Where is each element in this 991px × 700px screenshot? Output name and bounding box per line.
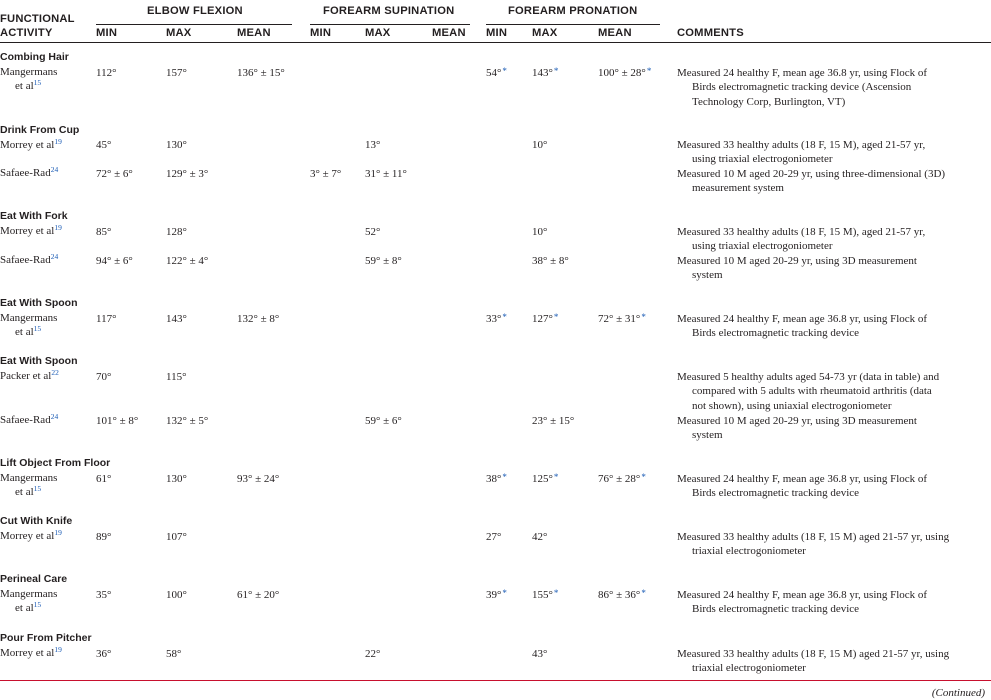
study-name — [0, 224, 62, 238]
value-text: 54° — [486, 67, 502, 79]
fp-min-value — [486, 66, 507, 80]
study-name — [15, 485, 41, 499]
fp-max-value — [532, 66, 558, 80]
ef-mean-value: 136° ± 15° — [237, 67, 285, 79]
fp-max-value: 42° — [532, 531, 548, 543]
header-ef-min: MIN — [96, 27, 118, 39]
header-elbow-flexion: ELBOW FLEXION — [147, 5, 243, 17]
ef-max-value: 107° — [166, 531, 187, 543]
comment-cell — [677, 588, 991, 617]
section-title: Lift Object From Floor — [0, 457, 111, 469]
ef-min-value: 35° — [96, 589, 112, 601]
reference-link[interactable]: 24 — [50, 165, 59, 174]
fp-max-value: 43° — [532, 648, 548, 660]
ef-max-value: 143° — [166, 313, 187, 325]
table-bottom-rule — [0, 680, 991, 681]
value-text: 38° — [486, 473, 502, 485]
study-name — [15, 325, 41, 339]
study-name-line: Safaee-Rad — [0, 414, 51, 426]
header-fs-max: MAX — [365, 27, 391, 39]
ef-min-value: 45° — [96, 139, 112, 151]
comment-cell — [677, 254, 991, 283]
header-group-rule-pronation — [486, 24, 660, 25]
fp-mean-value — [598, 312, 646, 326]
comment-line: Measured 24 healthy F, mean age 36.8 yr, using Flock of — [677, 589, 928, 601]
fp-min-value: 27° — [486, 531, 502, 543]
continued-note: (Continued) — [931, 687, 985, 699]
comment-line: compared with 5 adults with rheumatoid arthritis (data — [692, 385, 932, 398]
comment-line: Measured 33 healthy adults (18 F, 15 M), aged 21-57 yr, — [677, 226, 926, 238]
header-functional-activity-line1: FUNCTIONAL — [0, 13, 75, 25]
header-group-rule-supination — [310, 24, 470, 25]
ef-max-value: 132° ± 5° — [166, 415, 209, 427]
study-name-line: Safaee-Rad — [0, 254, 51, 266]
comment-cell — [677, 167, 991, 196]
value-text: 39° — [486, 589, 502, 601]
fp-mean-value — [598, 588, 646, 602]
comment-line: Measured 33 healthy adults (18 F, 15 M) aged 21-57 yr, using — [677, 648, 950, 660]
comment-line: Measured 5 healthy adults aged 54-73 yr (data in table) and — [677, 371, 940, 383]
comment-line: Birds electromagnetic tracking device — [692, 487, 860, 500]
fp-min-value — [486, 312, 507, 326]
fp-min-value — [486, 472, 507, 486]
value-text: 33° — [486, 313, 502, 325]
fp-max-value — [532, 472, 558, 486]
fp-max-value — [532, 588, 558, 602]
reference-link[interactable]: 24 — [50, 252, 59, 261]
comment-cell — [677, 370, 991, 413]
study-name: Mangermans — [0, 312, 58, 324]
header-functional-activity-line2: ACTIVITY — [0, 27, 53, 39]
comment-line: using triaxial electrogoniometer — [692, 153, 833, 166]
ef-min-value: 36° — [96, 648, 112, 660]
study-name-line: Morrey et al — [0, 139, 55, 151]
ef-max-value: 157° — [166, 67, 187, 79]
fs-min-value: 3° ± 7° — [310, 168, 342, 180]
comment-cell — [677, 225, 991, 254]
ef-min-value: 72° ± 6° — [96, 168, 133, 180]
asterisk-marker: * — [502, 472, 507, 482]
study-name-line: Morrey et al — [0, 530, 55, 542]
section-title: Perineal Care — [0, 573, 68, 585]
value-text: 127° — [532, 313, 553, 325]
study-name-line: Morrey et al — [0, 647, 55, 659]
study-name — [0, 529, 62, 543]
comment-line: Technology Corp, Burlington, VT) — [692, 95, 846, 108]
study-name — [0, 369, 59, 383]
study-name — [0, 646, 62, 660]
study-name-line: Packer et al — [0, 370, 52, 382]
comment-line: Measured 10 M aged 20-29 yr, using 3D measurement — [677, 255, 917, 267]
value-text: 100° ± 28° — [598, 67, 646, 79]
reference-link[interactable]: 15 — [33, 78, 42, 87]
ef-min-value: 117° — [96, 313, 117, 325]
value-text: 72° ± 31° — [598, 313, 641, 325]
comment-line: Measured 24 healthy F, mean age 36.8 yr, using Flock of — [677, 473, 928, 485]
header-comments: COMMENTS — [677, 27, 744, 39]
ef-mean-value: 93° ± 24° — [237, 473, 280, 485]
section-title: Cut With Knife — [0, 515, 73, 527]
comment-line: Measured 24 healthy F, mean age 36.8 yr, using Flock of — [677, 313, 928, 325]
fs-max-value: 22° — [365, 648, 381, 660]
fs-max-value: 13° — [365, 139, 381, 151]
asterisk-marker: * — [502, 588, 507, 598]
study-name-line: et al — [15, 80, 34, 92]
reference-link[interactable]: 15 — [33, 600, 42, 609]
comment-cell — [677, 138, 991, 167]
header-group-rule-elbow — [96, 24, 292, 25]
comment-line: measurement system — [692, 182, 784, 195]
comment-line: triaxial electrogoniometer — [692, 545, 806, 558]
fp-max-value: 23° ± 15° — [532, 415, 575, 427]
asterisk-marker: * — [553, 472, 559, 482]
value-text: 155° — [532, 589, 553, 601]
ef-max-value: 100° — [166, 589, 187, 601]
ef-max-value: 129° ± 3° — [166, 168, 209, 180]
header-ef-max: MAX — [166, 27, 192, 39]
section-title: Drink From Cup — [0, 124, 80, 136]
section-title: Combing Hair — [0, 51, 69, 63]
header-fs-min: MIN — [310, 27, 332, 39]
study-name: Mangermans — [0, 472, 58, 484]
asterisk-marker: * — [646, 66, 652, 76]
asterisk-marker: * — [553, 66, 559, 76]
ef-mean-value: 132° ± 8° — [237, 313, 280, 325]
header-forearm-pronation: FOREARM PRONATION — [508, 5, 638, 17]
comment-line: Measured 10 M aged 20-29 yr, using 3D measurement — [677, 415, 917, 427]
study-name — [0, 166, 58, 180]
comment-line: Measured 24 healthy F, mean age 36.8 yr, using Flock of — [677, 67, 928, 79]
study-name-line: et al — [15, 486, 34, 498]
fp-mean-value — [598, 66, 651, 80]
ef-mean-value: 61° ± 20° — [237, 589, 280, 601]
fp-max-value — [532, 312, 558, 326]
fp-max-value: 10° — [532, 139, 548, 151]
header-fp-min: MIN — [486, 27, 508, 39]
section-title: Pour From Pitcher — [0, 632, 92, 644]
value-text: 125° — [532, 473, 553, 485]
ef-min-value: 61° — [96, 473, 112, 485]
ef-max-value: 58° — [166, 648, 182, 660]
ef-max-value: 130° — [166, 139, 187, 151]
fp-min-value — [486, 588, 507, 602]
study-name — [15, 79, 41, 93]
reference-link[interactable]: 19 — [54, 223, 62, 232]
header-fp-mean: MEAN — [598, 27, 632, 39]
asterisk-marker: * — [553, 312, 559, 322]
study-name — [15, 601, 41, 615]
reference-link[interactable]: 15 — [33, 484, 42, 493]
ef-min-value: 101° ± 8° — [96, 415, 139, 427]
ef-max-value: 122° ± 4° — [166, 255, 209, 267]
study-name-line: Safaee-Rad — [0, 167, 51, 179]
study-name-line: et al — [15, 326, 34, 338]
asterisk-marker: * — [641, 588, 646, 598]
header-bottom-rule — [0, 42, 991, 43]
comment-line: Birds electromagnetic tracking device — [692, 603, 860, 616]
comment-line: Measured 33 healthy adults (18 F, 15 M) aged 21-57 yr, using — [677, 531, 950, 543]
asterisk-marker: * — [502, 66, 507, 76]
fs-max-value: 52° — [365, 226, 381, 238]
value-text: 86° ± 36° — [598, 589, 641, 601]
fs-max-value: 31° ± 11° — [365, 168, 407, 180]
fp-max-value: 38° ± 8° — [532, 255, 569, 267]
comment-cell — [677, 472, 991, 501]
study-name — [0, 138, 62, 152]
reference-link[interactable]: 19 — [54, 645, 62, 654]
value-text: 76° ± 28° — [598, 473, 641, 485]
asterisk-marker: * — [641, 312, 646, 322]
comment-cell — [677, 66, 991, 109]
section-title: Eat With Spoon — [0, 297, 78, 309]
comment-cell — [677, 414, 991, 443]
study-name-line: Morrey et al — [0, 225, 55, 237]
section-title: Eat With Spoon — [0, 355, 78, 367]
header-forearm-supination: FOREARM SUPINATION — [323, 5, 455, 17]
ef-min-value: 85° — [96, 226, 112, 238]
reference-link[interactable]: 22 — [51, 368, 59, 377]
reference-link[interactable]: 15 — [33, 324, 42, 333]
asterisk-marker: * — [641, 472, 646, 482]
header-ef-mean: MEAN — [237, 27, 271, 39]
comment-line: Measured 33 healthy adults (18 F, 15 M), aged 21-57 yr, — [677, 139, 926, 151]
study-name: Mangermans — [0, 66, 58, 78]
header-fs-mean: MEAN — [432, 27, 466, 39]
ef-min-value: 94° ± 6° — [96, 255, 133, 267]
reference-link[interactable]: 19 — [54, 528, 62, 537]
study-name-line: et al — [15, 602, 34, 614]
comment-line: Birds electromagnetic tracking device — [692, 327, 860, 340]
section-title: Eat With Fork — [0, 210, 68, 222]
header-fp-max: MAX — [532, 27, 558, 39]
fp-mean-value — [598, 472, 646, 486]
ef-max-value: 115° — [166, 371, 187, 383]
ef-min-value: 70° — [96, 371, 112, 383]
fs-max-value: 59° ± 6° — [365, 415, 402, 427]
reference-link[interactable]: 19 — [54, 137, 62, 146]
comment-cell — [677, 647, 991, 676]
ef-max-value: 130° — [166, 473, 187, 485]
ef-min-value: 112° — [96, 67, 117, 79]
study-name: Mangermans — [0, 588, 58, 600]
comment-line: not shown), using uniaxial electrogoniometer — [692, 399, 892, 412]
value-text: 143° — [532, 67, 553, 79]
comment-line: triaxial electrogoniometer — [692, 662, 806, 675]
fp-max-value: 10° — [532, 226, 548, 238]
study-name — [0, 413, 58, 427]
ef-min-value: 89° — [96, 531, 112, 543]
comment-line: using triaxial electrogoniometer — [692, 240, 833, 253]
comment-line: system — [692, 269, 723, 282]
comment-line: Measured 10 M aged 20-29 yr, using three-dimensional (3D) — [677, 168, 946, 180]
asterisk-marker: * — [502, 312, 507, 322]
comment-cell — [677, 530, 991, 559]
ef-max-value: 128° — [166, 226, 187, 238]
comment-cell — [677, 312, 991, 341]
study-name — [0, 253, 58, 267]
reference-link[interactable]: 24 — [50, 412, 59, 421]
comment-line: Birds electromagnetic tracking device (Ascension — [692, 81, 912, 94]
fs-max-value: 59° ± 8° — [365, 255, 402, 267]
asterisk-marker: * — [553, 588, 559, 598]
comment-line: system — [692, 429, 723, 442]
